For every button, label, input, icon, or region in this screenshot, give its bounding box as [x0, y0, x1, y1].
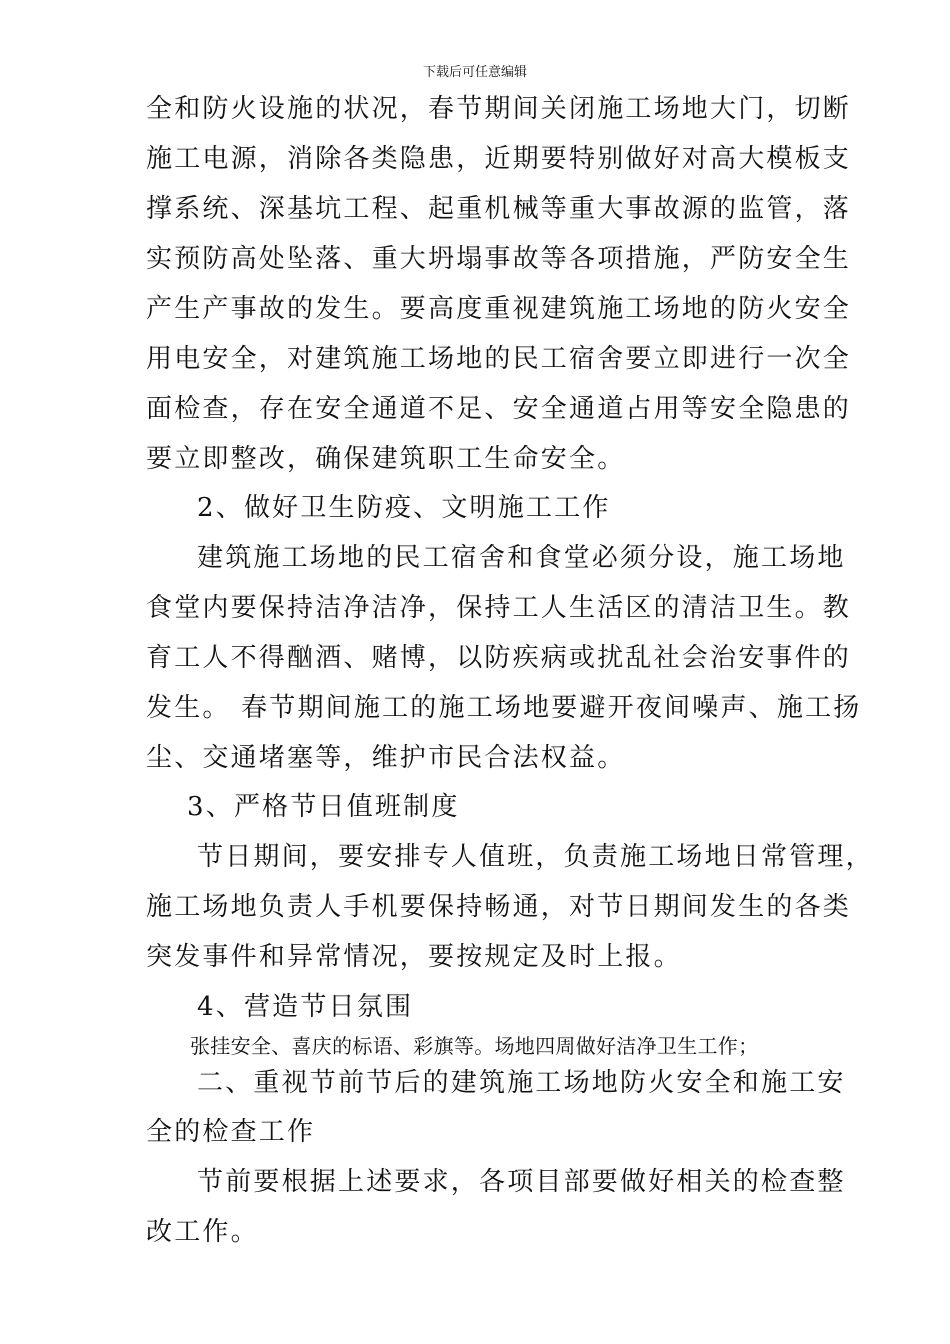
body-line: 突发事件和异常情况，要按规定及时上报。 — [146, 942, 682, 972]
section-heading: 全的检查工作 — [146, 1117, 316, 1147]
body-line: 建筑施工场地的民工宿舍和食堂必须分设，施工场地 — [197, 543, 846, 573]
body-line: 实预防高处坠落、重大坍塌事故等各项措施，严防安全生 — [146, 244, 852, 274]
body-line: 育工人不得酗酒、赌博，以防疾病或扰乱社会治安事件的 — [146, 643, 852, 673]
section-heading: 3、严格节日值班制度 — [187, 792, 460, 822]
body-line: 节前要根据上述要求，各项目部要做好相关的检查整 — [197, 1167, 846, 1197]
body-line: 产生产事故的发生。要高度重视建筑施工场地的防火安全 — [146, 294, 852, 324]
body-line: 发生。 春节期间施工的施工场地要避开夜间噪声、施工扬 — [146, 693, 862, 723]
section-heading: 2、做好卫生防疫、文明施工工作 — [197, 493, 611, 523]
body-line: 改工作。 — [146, 1217, 259, 1247]
body-line: 要立即整改，确保建筑职工生命安全。 — [146, 444, 626, 474]
body-line: 食堂内要保持洁净洁净，保持工人生活区的清洁卫生。教 — [146, 593, 852, 623]
header-note: 下载后可任意编辑 — [422, 65, 527, 80]
body-line: 尘、交通堵塞等，维护市民合法权益。 — [146, 743, 626, 773]
body-line: 节日期间，要安排专人值班，负责施工场地日常管理， — [197, 842, 874, 872]
section-heading: 二、重视节前节后的建筑施工场地防火安全和施工安 — [197, 1068, 846, 1098]
body-line: 张挂安全、喜庆的标语、彩旗等。场地四周做好洁净卫生工作； — [190, 1034, 759, 1058]
body-line: 施工电源，消除各类隐患，近期要特别做好对高大模板支 — [146, 144, 852, 174]
body-line: 全和防火设施的状况，春节期间关闭施工场地大门，切断 — [146, 94, 852, 124]
body-line: 施工场地负责人手机要保持畅通，对节日期间发生的各类 — [146, 892, 852, 922]
body-line: 面检查，存在安全通道不足、安全通道占用等安全隐患的 — [146, 394, 852, 424]
body-line: 撑系统、深基坑工程、起重机械等重大事故源的监管，落 — [146, 194, 852, 224]
body-line: 用电安全，对建筑施工场地的民工宿舍要立即进行一次全 — [146, 344, 852, 374]
section-heading: 4、营造节日氛围 — [197, 992, 414, 1022]
